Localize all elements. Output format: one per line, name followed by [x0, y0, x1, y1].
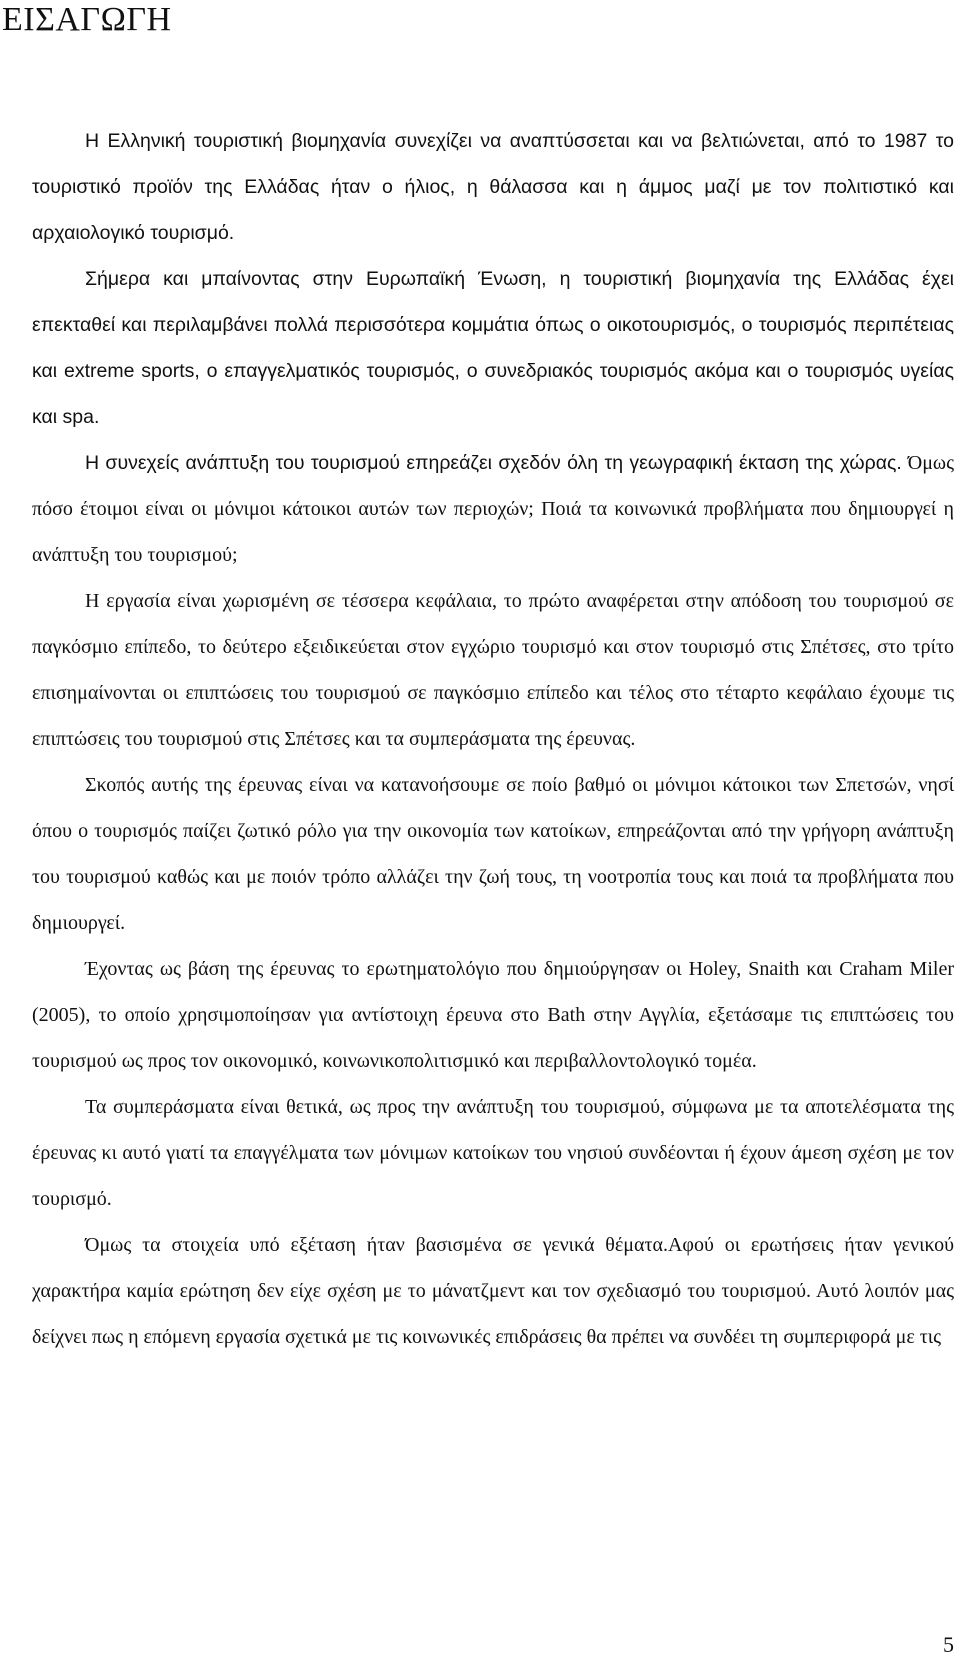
paragraph-2: Σήμερα και μπαίνοντας στην Ευρωπαϊκή Ένωση, η τουριστική βιομηχανία της Ελλάδας έχει επεκταθεί και περιλαμβάνει πολλά περισσότερα κομμάτια όπως ο οικοτουρισμός, ο τουρισμός περιπέτειας και extreme sports, ο επαγγελματικός τουρισμός, ο συνεδριακός τουρισμός ακόμα και ο τουρισμός υγείας και spa.	[32, 268, 954, 428]
paragraph-3	[32, 440, 954, 578]
paragraph-3-part-2: Όμως πόσο έτοιμοι είναι οι μόνιμοι κάτοικοι αυτών των περιοχών; Ποιά τα κοινωνικά προβλήματα που δημιουργεί η ανάπτυξη του τουρισμού;	[32, 452, 954, 566]
paragraph-8: Όμως τα στοιχεία υπό εξέταση ήταν βασισμένα σε γενικά θέματα.Αφού οι ερωτήσεις ήταν γενικού χαρακτήρα καμία ερώτηση δεν είχε σχέση με το μάνατζμεντ και τον σχεδιασμό του τουρισμού. Αυτό λοιπόν μας δείχνει πως η επόμενη εργασία σχετικά με τις κοινωνικές επιδράσεις θα πρέπει να συνδέει τη συμπεριφορά με τις	[32, 1234, 954, 1348]
page-number: 5	[943, 1632, 954, 1657]
paragraph-7: Τα συμπεράσματα είναι θετικά, ως προς την ανάπτυξη του τουρισμού, σύμφωνα με τα αποτελέσματα της έρευνας κι αυτό γιατί τα επαγγέλματα των μόνιμων κατοίκων του νησιού συνδέονται ή έχουν άμεση σχέση με τον τουρισμό.	[32, 1096, 954, 1210]
paragraph-4: Η εργασία είναι χωρισμένη σε τέσσερα κεφάλαια, το πρώτο αναφέρεται στην απόδοση του τουρισμού σε παγκόσμιο επίπεδο, το δεύτερο εξειδικεύεται στον εγχώριο τουρισμό και στον τουρισμό στις Σπέτσες, στο τρίτο επισημαίνονται οι επιπτώσεις του τουρισμού σε παγκόσμιο επίπεδο και τέλος στο τέταρτο κεφάλαιο έχουμε τις επιπτώσεις του τουρισμού στις Σπέτσες και τα συμπεράσματα της έρευνας.	[32, 590, 954, 750]
paragraph-1: Η Ελληνική τουριστική βιομηχανία συνεχίζει να αναπτύσσεται και να βελτιώνεται, από το 1987 το τουριστικό προϊόν της Ελλάδας ήταν ο ήλιος, η θάλασσα και η άμμος μαζί με τον πολιτιστικό και αρχαιολογικό τουρισμό.	[32, 130, 954, 244]
paragraph-5: Σκοπός αυτής της έρευνας είναι να κατανοήσουμε σε ποίο βαθμό οι μόνιμοι κάτοικοι των Σπετσών, νησί όπου ο τουρισμός παίζει ζωτικό ρόλο για την οικονομία των κατοίκων, επηρεάζονται από την γρήγορη ανάπτυξη του τουρισμού καθώς και με ποιόν τρόπο αλλάζει την ζωή τους, τη νοοτροπία τους και ποιά τα προβλήματα που δημιουργεί.	[32, 774, 954, 934]
body-text	[32, 118, 954, 1360]
section-heading: ΕΙΣΑΓΩΓΗ	[2, 1, 172, 38]
paragraph-3-part-1: Η συνεχείς ανάπτυξη του τουρισμού επηρεάζει σχεδόν όλη τη γεωγραφική έκταση της χώρας.	[85, 452, 902, 474]
paragraph-6: Έχοντας ως βάση της έρευνας το ερωτηματολόγιο που δημιούργησαν οι Holey, Snaith και Craham Miler (2005), το οποίο χρησιμοποίησαν για αντίστοιχη έρευνα στο Bath στην Αγγλία, εξετάσαμε τις επιπτώσεις του τουρισμού ως προς τον οικονομικό, κοινωνικοπολιτισμικό και περιβαλλοντολογικό τομέα.	[32, 958, 954, 1072]
